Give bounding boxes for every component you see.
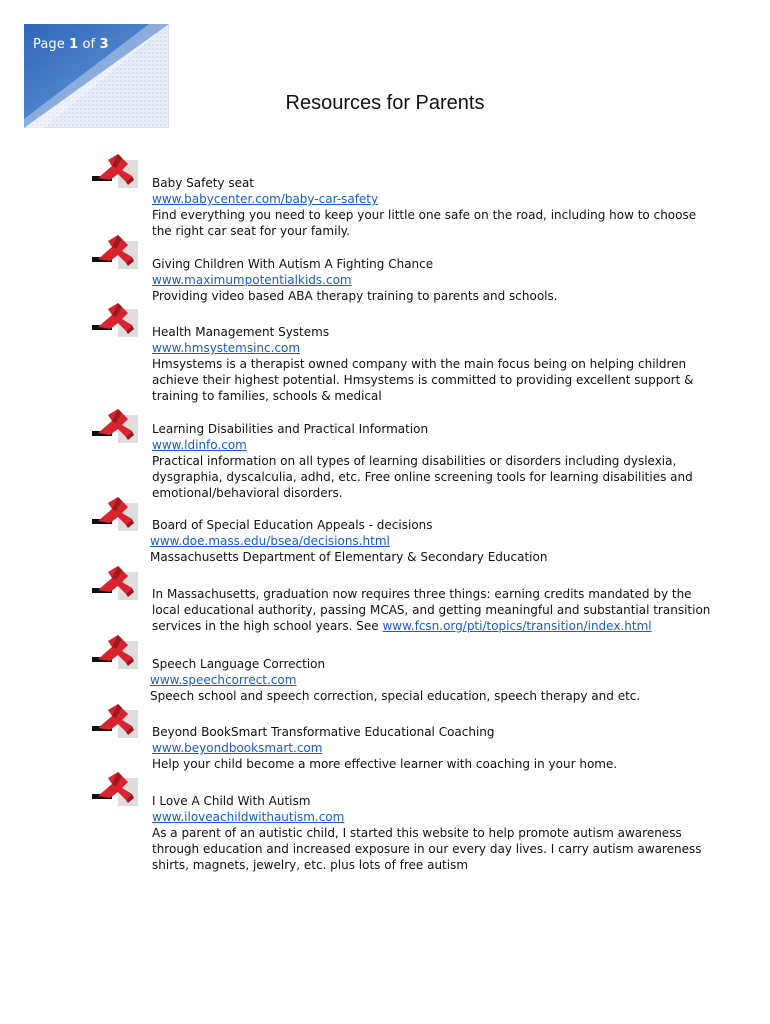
resource-entry <box>152 724 712 772</box>
resource-link[interactable]: www.speechcorrect.com <box>150 673 297 687</box>
pushpin-icon <box>88 495 140 531</box>
page-indicator: Page 1 of 3 <box>33 37 109 52</box>
pushpin-icon <box>88 233 140 269</box>
resource-description: dysgraphia, dyscalculia, adhd, etc. Free online screening tools for learning disabilities and <box>152 470 693 484</box>
resource-link[interactable]: www.hmsystemsinc.com <box>152 341 301 355</box>
pushpin-icon <box>88 301 140 337</box>
resource-name: Giving Children With Autism A Fighting Chance <box>152 257 434 271</box>
resource-description: Help your child become a more effective learner with coaching in your home. <box>152 757 618 771</box>
resource-entry <box>152 586 712 634</box>
resource-entry <box>150 656 710 704</box>
resource-link[interactable]: www.maximumpotentialkids.com <box>152 273 352 287</box>
resource-entry <box>152 421 712 501</box>
resource-entry <box>152 256 712 304</box>
pushpin-icon <box>88 633 140 669</box>
resource-entry <box>152 324 712 404</box>
resource-link[interactable]: www.iloveachildwithautism.com <box>152 810 345 824</box>
resource-entry <box>150 517 710 565</box>
pushpin-icon <box>88 152 140 188</box>
resource-description: through education and increased exposure in our every day lives. I carry autism awareness <box>152 842 702 856</box>
resource-description: emotional/behavioral disorders. <box>152 486 343 500</box>
resource-link[interactable]: www.beyondbooksmart.com <box>152 741 323 755</box>
resource-description: the right car seat for your family. <box>152 224 350 238</box>
resource-description: Massachusetts Department of Elementary & Secondary Education <box>150 550 548 564</box>
resource-entry <box>152 793 712 873</box>
resource-link[interactable]: www.fcsn.org/pti/topics/transition/index.html <box>382 619 652 633</box>
pushpin-icon <box>88 702 140 738</box>
resource-name: I Love A Child With Autism <box>152 794 311 808</box>
resource-name: Board of Special Education Appeals - decisions <box>152 518 433 532</box>
resource-description: In Massachusetts, graduation now requires three things: earning credits mandated by the <box>152 587 692 601</box>
resource-description: services in the high school years. See www.fcsn.org/pti/topics/transition/index.html <box>152 619 652 633</box>
page-title: Resources for Parents <box>285 92 485 114</box>
resource-description: shirts, magnets, jewelry, etc. plus lots of free autism <box>152 858 469 872</box>
resource-entry <box>152 175 712 239</box>
resource-description: Speech school and speech correction, special education, speech therapy and etc. <box>150 689 641 703</box>
resource-name: Beyond BookSmart Transformative Educational Coaching <box>152 725 495 739</box>
resource-link[interactable]: www.ldinfo.com <box>152 438 247 452</box>
pushpin-icon <box>88 407 140 443</box>
resource-description: Practical information on all types of learning disabilities or disorders including dyslexia, <box>152 454 677 468</box>
resource-description: local educational authority, passing MCAS, and getting meaningful and substantial transition <box>152 603 711 617</box>
resource-name: Baby Safety seat <box>152 176 255 190</box>
pushpin-icon <box>88 564 140 600</box>
resource-description: achieve their highest potential. Hmsystems is committed to providing excellent support & <box>152 373 694 387</box>
resource-link[interactable]: www.babycenter.com/baby-car-safety <box>152 192 379 206</box>
resource-description: Providing video based ABA therapy training to parents and schools. <box>152 289 558 303</box>
pushpin-icon <box>88 770 140 806</box>
resource-name: Health Management Systems <box>152 325 330 339</box>
resource-name: Learning Disabilities and Practical Information <box>152 422 429 436</box>
resource-description: Hmsystems is a therapist owned company with the main focus being on helping children <box>152 357 687 371</box>
resource-name: Speech Language Correction <box>152 657 326 671</box>
resource-description: As a parent of an autistic child, I started this website to help promote autism awareness <box>152 826 682 840</box>
resource-link[interactable]: www.doe.mass.edu/bsea/decisions.html <box>150 534 390 548</box>
resource-description: Find everything you need to keep your little one safe on the road, including how to choose <box>152 208 697 222</box>
resource-description: training to families, schools & medical <box>152 389 382 403</box>
